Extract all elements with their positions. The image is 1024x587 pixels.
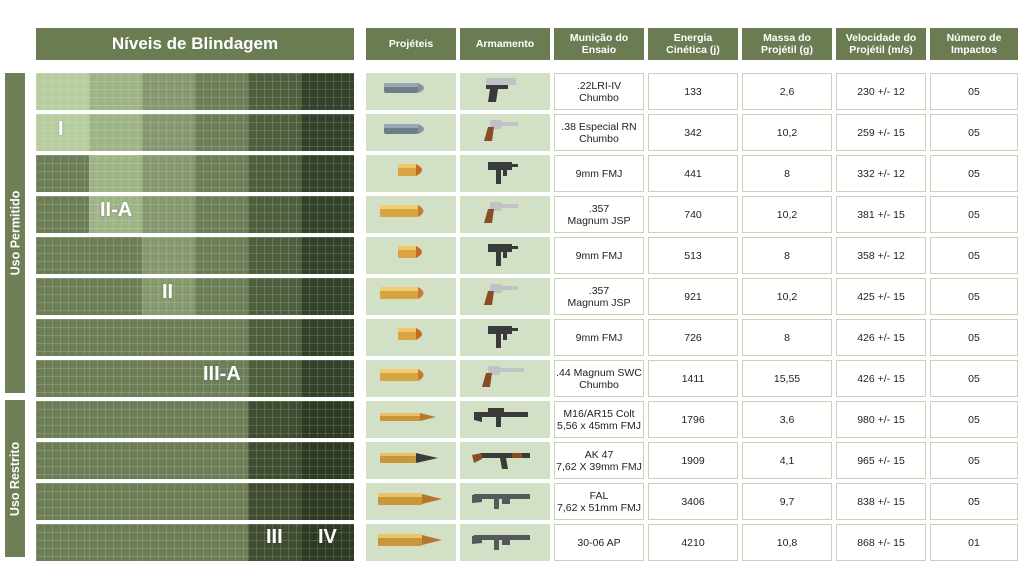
projectile-cell <box>366 278 456 315</box>
level-threshold <box>36 397 248 401</box>
projectile-cell <box>366 237 456 274</box>
level-bar-segment <box>248 73 301 110</box>
bullet-icon <box>376 446 446 475</box>
ammo-cell <box>554 442 644 479</box>
impacts-cell <box>930 524 1018 561</box>
mass-value: 10,2 <box>776 126 798 139</box>
level-bar-segment <box>195 483 248 520</box>
energy-value: 133 <box>684 85 702 98</box>
impacts-cell <box>930 155 1018 192</box>
mass-cell <box>742 114 832 151</box>
weapon-cell <box>460 442 550 479</box>
level-bar-segment <box>36 360 89 397</box>
energy-cell <box>648 237 738 274</box>
level-bar-segment <box>142 237 195 274</box>
velocity-cell <box>836 278 926 315</box>
level-bar-segment <box>248 483 301 520</box>
level-threshold <box>36 479 248 483</box>
level-label-iiia: III-A <box>203 363 241 385</box>
level-bar-segment <box>301 360 354 397</box>
weapon-cell <box>460 319 550 356</box>
level-bar-segment <box>89 524 142 561</box>
mass-cell <box>742 360 832 397</box>
energy-cell <box>648 278 738 315</box>
level-bar-segment <box>195 155 248 192</box>
velocity-value: 332 +/- 12 <box>857 167 905 180</box>
mass-cell <box>742 73 832 110</box>
energy-cell <box>648 196 738 233</box>
section-restricted <box>5 400 25 557</box>
level-bar-segment <box>248 401 301 438</box>
energy-value: 3406 <box>681 495 705 508</box>
battle-rifle-icon <box>470 525 540 560</box>
level-bar-segment <box>89 237 142 274</box>
level-bar-segment <box>142 401 195 438</box>
impacts-value: 05 <box>968 454 980 467</box>
mass-cell <box>742 155 832 192</box>
energy-value: 441 <box>684 167 702 180</box>
level-bar-segment <box>301 278 354 315</box>
level-label-iii: III <box>266 526 283 548</box>
mass-header <box>742 28 832 60</box>
ammo-value: 9mm FMJ <box>575 249 623 262</box>
bullet-icon <box>376 364 446 393</box>
energy-value: 342 <box>684 126 702 139</box>
projectiles-header <box>366 28 456 60</box>
ammo-value: 30-06 AP <box>577 536 621 549</box>
energy-cell <box>648 483 738 520</box>
level-label-ii: II <box>162 281 174 303</box>
level-bar-segment <box>248 114 301 151</box>
level-threshold <box>36 315 195 319</box>
weapon-cell <box>460 73 550 110</box>
level-bar-segment <box>248 319 301 356</box>
impacts-cell <box>930 483 1018 520</box>
level-bar-segment <box>301 319 354 356</box>
velocity-cell <box>836 483 926 520</box>
level-bar-segment <box>36 442 89 479</box>
level-bar-segment <box>195 319 248 356</box>
level-bar-segment <box>301 237 354 274</box>
level-bar-segment <box>301 442 354 479</box>
projectile-cell <box>366 73 456 110</box>
impacts-cell <box>930 442 1018 479</box>
level-bar-segment <box>89 483 142 520</box>
pistol-icon <box>470 74 540 109</box>
level-bar-segment <box>301 196 354 233</box>
impacts-value: 05 <box>968 126 980 139</box>
energy-cell <box>648 401 738 438</box>
smg-icon <box>470 156 540 191</box>
level-bar-segment <box>195 278 248 315</box>
level-bar-row <box>36 401 354 438</box>
level-bar-segment <box>142 196 195 233</box>
energy-value: 1909 <box>681 454 705 467</box>
level-bar-segment <box>89 319 142 356</box>
impacts-cell <box>930 401 1018 438</box>
velocity-cell <box>836 196 926 233</box>
energy-value: 921 <box>684 290 702 303</box>
velocity-cell <box>836 401 926 438</box>
revolver-icon <box>470 115 540 150</box>
section-permitted <box>5 73 25 393</box>
impacts-header <box>930 28 1018 60</box>
level-bar-segment <box>142 360 195 397</box>
weapon-cell <box>460 155 550 192</box>
bullet-icon <box>376 200 446 229</box>
level-bar-segment <box>248 155 301 192</box>
level-bar-segment <box>195 524 248 561</box>
velocity-cell <box>836 524 926 561</box>
section-permitted-label: Uso Permitido <box>8 190 22 276</box>
level-threshold <box>36 151 89 155</box>
weapon-cell <box>460 114 550 151</box>
energy-cell <box>648 442 738 479</box>
level-bar-segment <box>89 278 142 315</box>
level-bar-row <box>36 483 354 520</box>
impacts-cell <box>930 114 1018 151</box>
levels-bars <box>36 73 354 557</box>
projectile-cell <box>366 360 456 397</box>
ammo-cell <box>554 237 644 274</box>
impacts-cell <box>930 319 1018 356</box>
level-threshold <box>36 233 142 237</box>
level-bar-segment <box>36 237 89 274</box>
ak47-icon <box>470 443 540 478</box>
mass-value: 8 <box>784 249 790 262</box>
velocity-cell <box>836 442 926 479</box>
energy-value: 4210 <box>681 536 705 549</box>
level-bar-segment <box>142 442 195 479</box>
velocity-value: 980 +/- 15 <box>857 413 905 426</box>
impacts-value: 05 <box>968 413 980 426</box>
level-bar-segment <box>195 114 248 151</box>
level-bar-segment <box>142 483 195 520</box>
mass-cell <box>742 401 832 438</box>
level-bar-segment <box>248 360 301 397</box>
level-bar-segment <box>36 524 89 561</box>
level-threshold <box>36 520 248 524</box>
level-bar-segment <box>142 155 195 192</box>
impacts-value: 05 <box>968 208 980 221</box>
level-bar-segment <box>89 73 142 110</box>
impacts-value: 05 <box>968 85 980 98</box>
projectile-cell <box>366 196 456 233</box>
ammo-cell <box>554 196 644 233</box>
ammo-value: FAL 7,62 x 51mm FMJ <box>556 489 642 514</box>
mass-value: 2,6 <box>779 85 795 98</box>
ammo-cell <box>554 401 644 438</box>
mass-cell <box>742 319 832 356</box>
level-bar-segment <box>36 155 89 192</box>
mass-value: 10,8 <box>776 536 798 549</box>
weapon-cell <box>460 524 550 561</box>
section-restricted-label: Uso Restrito <box>8 441 23 516</box>
long-revolver-icon <box>470 361 540 396</box>
ammo-cell <box>554 155 644 192</box>
velocity-value: 381 +/- 15 <box>857 208 905 221</box>
level-bar-segment <box>89 155 142 192</box>
level-bar-row <box>36 196 354 233</box>
velocity-value: 426 +/- 15 <box>857 331 905 344</box>
mass-cell <box>742 278 832 315</box>
velocity-value: 965 +/- 15 <box>857 454 905 467</box>
velocity-cell <box>836 237 926 274</box>
level-bar-segment <box>89 114 142 151</box>
velocity-value: 426 +/- 15 <box>857 372 905 385</box>
mass-cell <box>742 196 832 233</box>
weapon-header-text: Armamento <box>475 38 535 50</box>
projectile-cell <box>366 442 456 479</box>
mass-value: 15,55 <box>773 372 801 385</box>
level-bar-segment <box>301 155 354 192</box>
level-bar-segment <box>195 73 248 110</box>
level-bar-segment <box>89 401 142 438</box>
level-bar-segment <box>301 401 354 438</box>
energy-cell <box>648 155 738 192</box>
weapon-cell <box>460 278 550 315</box>
energy-value: 1796 <box>681 413 705 426</box>
level-bar-segment <box>195 196 248 233</box>
bullet-icon <box>376 487 446 516</box>
projectile-cell <box>366 155 456 192</box>
velocity-header-text: Velocidade do Projétil (m/s) <box>845 32 917 56</box>
ammo-value: .22LRI-IV Chumbo <box>576 79 622 104</box>
ammo-cell <box>554 114 644 151</box>
weapon-cell <box>460 237 550 274</box>
bullet-icon <box>376 405 446 434</box>
level-bar-segment <box>195 442 248 479</box>
level-bar-segment <box>89 442 142 479</box>
energy-header-text: Energia Cinética (j) <box>666 32 720 56</box>
level-bar-segment <box>195 401 248 438</box>
level-bar-segment <box>248 237 301 274</box>
mass-cell <box>742 483 832 520</box>
level-bar-segment <box>195 237 248 274</box>
levels-header-text: Níveis de Blindagem <box>111 34 279 53</box>
level-bar-segment <box>142 73 195 110</box>
level-bar-segment <box>248 196 301 233</box>
mass-value: 8 <box>784 167 790 180</box>
level-bar-segment <box>142 319 195 356</box>
bullet-icon <box>376 159 446 188</box>
ammo-value: 9mm FMJ <box>575 167 623 180</box>
mass-header-text: Massa do Projétil (g) <box>761 32 813 56</box>
impacts-cell <box>930 278 1018 315</box>
velocity-header <box>836 28 926 60</box>
level-bar-segment <box>36 483 89 520</box>
ammo-value: AK 47 7,62 X 39mm FMJ <box>556 448 642 473</box>
ammo-value: M16/AR15 Colt 5,56 x 45mm FMJ <box>556 407 642 432</box>
energy-value: 1411 <box>681 372 705 385</box>
energy-value: 513 <box>684 249 702 262</box>
mass-value: 4,1 <box>779 454 795 467</box>
energy-value: 726 <box>684 331 702 344</box>
impacts-value: 05 <box>968 372 980 385</box>
velocity-value: 358 +/- 12 <box>857 249 905 262</box>
weapon-cell <box>460 401 550 438</box>
level-bar-row <box>36 73 354 110</box>
level-bar-segment <box>301 73 354 110</box>
energy-cell <box>648 360 738 397</box>
mass-value: 8 <box>784 331 790 344</box>
bullet-icon <box>376 241 446 270</box>
ammo-header <box>554 28 644 60</box>
revolver-icon <box>470 197 540 232</box>
ammo-cell <box>554 524 644 561</box>
smg-icon <box>470 238 540 273</box>
projectiles-header-text: Projéteis <box>388 38 434 50</box>
ammo-cell <box>554 319 644 356</box>
level-bar-segment <box>301 483 354 520</box>
level-bar-segment <box>248 278 301 315</box>
level-bar-row <box>36 442 354 479</box>
velocity-cell <box>836 155 926 192</box>
velocity-value: 868 +/- 15 <box>857 536 905 549</box>
level-bar-segment <box>142 114 195 151</box>
level-label-iia: II-A <box>100 199 133 221</box>
impacts-header-text: Número de Impactos <box>946 32 1002 56</box>
ammo-cell <box>554 360 644 397</box>
impacts-cell <box>930 237 1018 274</box>
level-label-i: I <box>58 118 64 140</box>
ammo-value: .38 Especial RN Chumbo <box>561 120 637 145</box>
projectile-cell <box>366 524 456 561</box>
level-bar-row <box>36 237 354 274</box>
ammo-value: 9mm FMJ <box>575 331 623 344</box>
mass-value: 3,6 <box>779 413 795 426</box>
energy-cell <box>648 524 738 561</box>
mass-value: 9,7 <box>779 495 795 508</box>
mass-cell <box>742 237 832 274</box>
impacts-value: 05 <box>968 331 980 344</box>
mass-cell <box>742 442 832 479</box>
level-bar-segment <box>36 319 89 356</box>
bullet-icon <box>376 118 446 147</box>
velocity-value: 259 +/- 15 <box>857 126 905 139</box>
ammo-cell <box>554 483 644 520</box>
velocity-cell <box>836 360 926 397</box>
impacts-value: 05 <box>968 495 980 508</box>
level-bar-segment <box>142 524 195 561</box>
level-bar-segment <box>36 401 89 438</box>
energy-header <box>648 28 738 60</box>
impacts-cell <box>930 73 1018 110</box>
revolver-icon <box>470 279 540 314</box>
level-bar-segment <box>36 278 89 315</box>
level-bar-row <box>36 155 354 192</box>
energy-cell <box>648 114 738 151</box>
weapon-cell <box>460 196 550 233</box>
battle-rifle-icon <box>470 484 540 519</box>
level-threshold <box>36 438 248 442</box>
ammo-cell <box>554 73 644 110</box>
impacts-cell <box>930 360 1018 397</box>
level-bar-segment <box>248 442 301 479</box>
level-bar-row <box>36 360 354 397</box>
projectile-cell <box>366 483 456 520</box>
bullet-icon <box>376 528 446 557</box>
mass-value: 10,2 <box>776 290 798 303</box>
projectile-cell <box>366 319 456 356</box>
energy-cell <box>648 319 738 356</box>
velocity-cell <box>836 319 926 356</box>
mass-cell <box>742 524 832 561</box>
mass-value: 10,2 <box>776 208 798 221</box>
weapon-cell <box>460 483 550 520</box>
impacts-value: 05 <box>968 167 980 180</box>
weapon-header <box>460 28 550 60</box>
bullet-icon <box>376 323 446 352</box>
impacts-value: 05 <box>968 249 980 262</box>
projectile-cell <box>366 401 456 438</box>
velocity-value: 838 +/- 15 <box>857 495 905 508</box>
ammo-value: .357 Magnum JSP <box>567 202 631 227</box>
levels-header <box>36 28 354 60</box>
bullet-icon <box>376 77 446 106</box>
ammo-cell <box>554 278 644 315</box>
ammo-header-text: Munição do Ensaio <box>569 32 629 56</box>
velocity-value: 425 +/- 15 <box>857 290 905 303</box>
velocity-value: 230 +/- 12 <box>857 85 905 98</box>
level-bar-row <box>36 524 354 561</box>
level-bar-segment <box>89 360 142 397</box>
smg-icon <box>470 320 540 355</box>
level-bar-row <box>36 278 354 315</box>
level-bar-segment <box>36 196 89 233</box>
impacts-value: 01 <box>968 536 980 549</box>
projectile-cell <box>366 114 456 151</box>
level-bar-segment <box>301 114 354 151</box>
impacts-value: 05 <box>968 290 980 303</box>
impacts-cell <box>930 196 1018 233</box>
weapon-cell <box>460 360 550 397</box>
bullet-icon <box>376 282 446 311</box>
level-bar-row <box>36 319 354 356</box>
assault-rifle-icon <box>470 402 540 437</box>
level-bar-segment <box>36 73 89 110</box>
level-bar-row <box>36 114 354 151</box>
level-label-iv: IV <box>318 526 337 548</box>
ammo-value: .357 Magnum JSP <box>567 284 631 309</box>
velocity-cell <box>836 114 926 151</box>
energy-value: 740 <box>684 208 702 221</box>
ammo-value: .44 Magnum SWC Chumbo <box>556 366 642 391</box>
velocity-cell <box>836 73 926 110</box>
energy-cell <box>648 73 738 110</box>
